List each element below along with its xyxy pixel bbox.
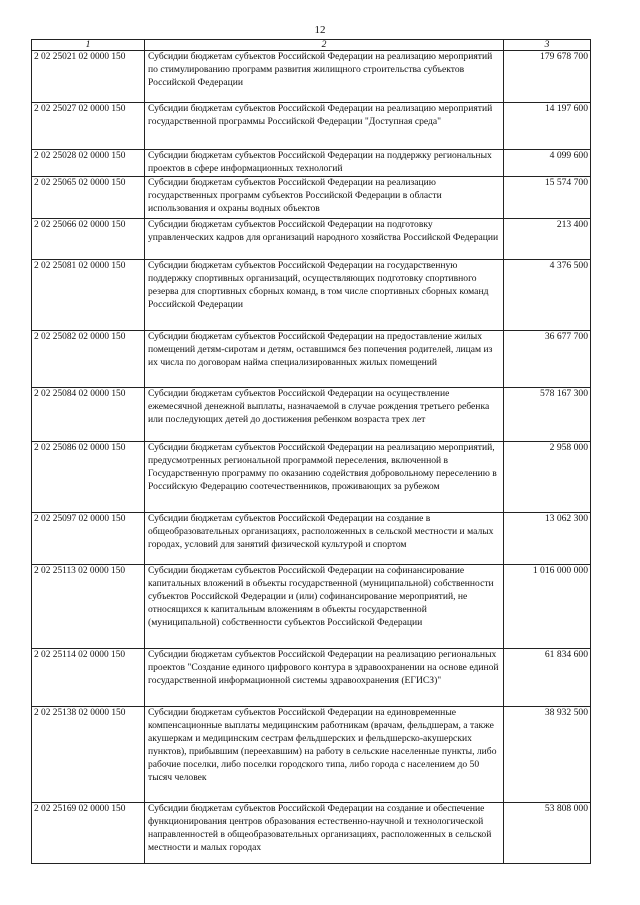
column-header-2: 2 [145, 40, 504, 51]
table-row [32, 649, 591, 707]
table-row [32, 219, 591, 260]
table-row [32, 513, 591, 565]
table-row [32, 260, 591, 331]
description: Субсидии бюджетам субъектов Российской Федерации на реализацию региональных проектов "Создание единого цифрового контура в здравоохранении на основе единой государственной информационной системы здравоохранения (ЕГИСЗ)" [145, 649, 504, 707]
description: Субсидии бюджетам субъектов Российской Федерации на реализацию мероприятий государственной программы Российской Федерации "Доступная среда" [145, 103, 504, 150]
budget-code: 2 02 25113 02 0000 150 [32, 565, 145, 649]
page-number: 12 [314, 24, 326, 36]
column-header-1: 1 [32, 40, 145, 51]
amount: 61 834 600 [504, 649, 591, 707]
amount: 4 099 600 [504, 150, 591, 177]
amount: 38 932 500 [504, 707, 591, 803]
budget-code: 2 02 25027 02 0000 150 [32, 103, 145, 150]
amount: 53 808 000 [504, 803, 591, 864]
description: Субсидии бюджетам субъектов Российской Федерации на софинансирование капитальных вложений в объекты государственной (муниципальной) собственности субъектов Российской Федерации и (или) софинансирование мероприятий, не относящихся к капитальным вложениям в объекты государственной (муниципальной) собственности субъектов Российской Федерации [145, 565, 504, 649]
budget-code: 2 02 25081 02 0000 150 [32, 260, 145, 331]
budget-code: 2 02 25021 02 0000 150 [32, 51, 145, 103]
table-row [32, 707, 591, 803]
description: Субсидии бюджетам субъектов Российской Федерации на реализацию мероприятий по стимулированию программ развития жилищного строительства субъектов Российской Федерации [145, 51, 504, 103]
table-row [32, 51, 591, 103]
budget-code: 2 02 25082 02 0000 150 [32, 331, 145, 388]
description: Субсидии бюджетам субъектов Российской Федерации на подготовку управленческих кадров для организаций народного хозяйства Российской Федерации [145, 219, 504, 260]
budget-code: 2 02 25114 02 0000 150 [32, 649, 145, 707]
table-row [32, 388, 591, 442]
amount: 4 376 500 [504, 260, 591, 331]
description: Субсидии бюджетам субъектов Российской Федерации на государственную поддержку спортивных организаций, осуществляющих подготовку спортивного резерва для спортивных сборных команд, в том числе спортивных сборных команд Российской Федерации [145, 260, 504, 331]
budget-code: 2 02 25065 02 0000 150 [32, 177, 145, 219]
amount: 36 677 700 [504, 331, 591, 388]
description: Субсидии бюджетам субъектов Российской Федерации на единовременные компенсационные выплаты медицинским работникам (врачам, фельдшерам, а также акушеркам и медицинским сестрам фельдшерских и фельдшерско-акушерских пунктов), прибывшим (переехавшим) на работу в сельские населенные пункты, либо рабочие поселки, либо поселки городского типа, либо города с населением до 50 тысяч человек [145, 707, 504, 803]
budget-code: 2 02 25066 02 0000 150 [32, 219, 145, 260]
table-row [32, 803, 591, 864]
budget-code: 2 02 25097 02 0000 150 [32, 513, 145, 565]
budget-code: 2 02 25138 02 0000 150 [32, 707, 145, 803]
budget-code: 2 02 25086 02 0000 150 [32, 442, 145, 513]
budget-code: 2 02 25084 02 0000 150 [32, 388, 145, 442]
amount: 2 958 000 [504, 442, 591, 513]
description: Субсидии бюджетам субъектов Российской Федерации на реализацию государственных программ субъектов Российской Федерации в области использования и охраны водных объектов [145, 177, 504, 219]
amount: 15 574 700 [504, 177, 591, 219]
budget-code: 2 02 25028 02 0000 150 [32, 150, 145, 177]
budget-code: 2 02 25169 02 0000 150 [32, 803, 145, 864]
table-row [32, 150, 591, 177]
amount: 213 400 [504, 219, 591, 260]
budget-table [31, 39, 591, 864]
amount: 578 167 300 [504, 388, 591, 442]
header-row [32, 40, 591, 51]
table-row [32, 331, 591, 388]
amount: 13 062 300 [504, 513, 591, 565]
table-row [32, 103, 591, 150]
table-row [32, 442, 591, 513]
description: Субсидии бюджетам субъектов Российской Федерации на создание и обеспечение функционирования центров образования естественно-научной и технологической направленностей в общеобразовательных организациях, расположенных в сельской местности и малых городах [145, 803, 504, 864]
table-row [32, 565, 591, 649]
amount: 179 678 700 [504, 51, 591, 103]
description: Субсидии бюджетам субъектов Российской Федерации на поддержку региональных проектов в сфере информационных технологий [145, 150, 504, 177]
amount: 14 197 600 [504, 103, 591, 150]
column-header-3: 3 [504, 40, 591, 51]
description: Субсидии бюджетам субъектов Российской Федерации на предоставление жилых помещений детям-сиротам и детям, оставшимся без попечения родителей, лицам из их числа по договорам найма специализированных жилых помещений [145, 331, 504, 388]
table-row [32, 177, 591, 219]
description: Субсидии бюджетам субъектов Российской Федерации на осуществление ежемесячной денежной выплаты, назначаемой в случае рождения третьего ребенка или последующих детей до достижения ребенком возраста трех лет [145, 388, 504, 442]
amount: 1 016 000 000 [504, 565, 591, 649]
description: Субсидии бюджетам субъектов Российской Федерации на реализацию мероприятий, предусмотренных региональной программой переселения, включенной в Государственную программу по оказанию содействия добровольному переселению в Российскую Федерацию соотечественников, проживающих за рубежом [145, 442, 504, 513]
description: Субсидии бюджетам субъектов Российской Федерации на создание в общеобразовательных организациях, расположенных в сельской местности и малых городах, условий для занятий физической культурой и спортом [145, 513, 504, 565]
